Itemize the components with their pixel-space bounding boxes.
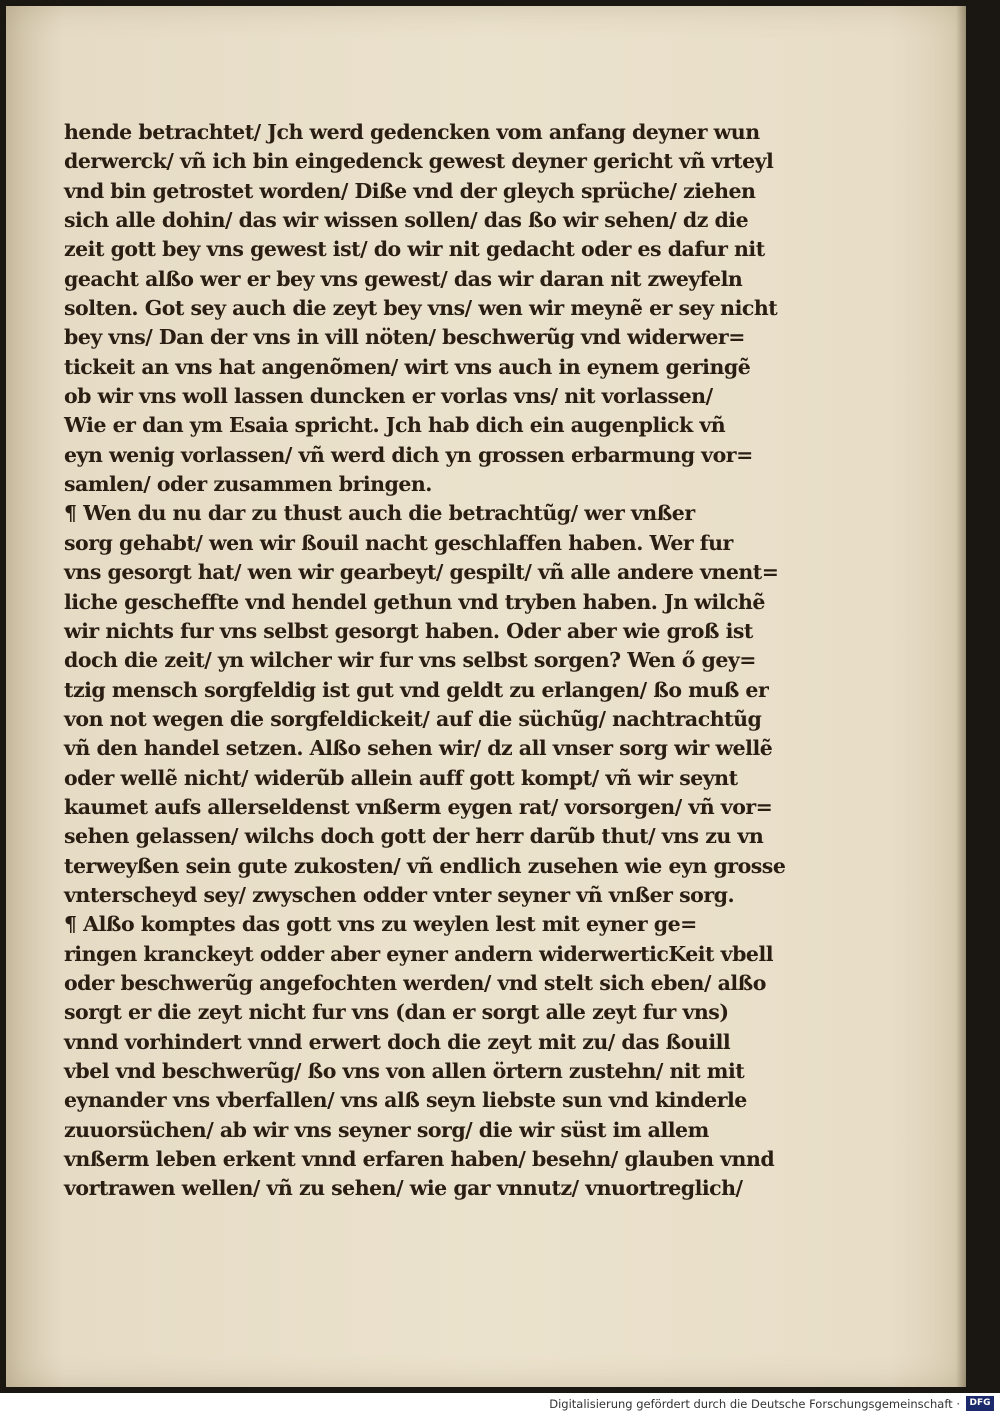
- text-line: eynander vns vberfallen/ vns alß seyn liebste sun vnd kinderle: [64, 1088, 747, 1113]
- text-line: bey vns/ Dan der vns in vill nöten/ beschwerũg vnd widerwer=: [64, 325, 745, 350]
- text-line: oder beschwerũg angefochten werden/ vnd stelt sich eben/ alßo: [64, 970, 766, 995]
- text-line: doch die zeit/ yn wilcher wir fur vns selbst sorgen? Wen ő gey=: [64, 648, 756, 673]
- text-line: vnd bin getrostet worden/ Diße vnd der gleych sprüche/ ziehen: [64, 178, 756, 203]
- text-line: sehen gelassen/ wilchs doch gott der herr darũb thut/ vns zu vn: [64, 824, 764, 849]
- text-line: vnterscheyd sey/ zwyschen odder vnter seyner vñ vnßer sorg.: [64, 882, 735, 907]
- text-line: vnnd vorhindert vnnd erwert doch die zeyt mit zu/ das ßouill: [64, 1029, 731, 1054]
- text-line: ¶ Wen du nu dar zu thust auch die betrachtũg/ wer vnßer: [64, 501, 695, 526]
- text-line: liche gescheffte vnd hendel gethun vnd tryben haben. Jn wilchẽ: [64, 589, 765, 614]
- text-line: vbel vnd beschwerũg/ ßo vns von allen örtern zustehn/ nit mit: [64, 1059, 745, 1083]
- text-line: zuuorsüchen/ ab wir vns seyner sorg/ die wir süst im allem: [64, 1117, 709, 1142]
- page-text-block: [64, 118, 786, 1204]
- text-line: vnßerm leben erkent vnnd erfaren haben/ besehn/ glauben vnnd: [64, 1147, 775, 1172]
- text-line: solten. Got sey auch die zeyt bey vns/ wen wir meynẽ er sey nicht: [64, 296, 778, 321]
- text-line: tickeit an vns hat angenõmen/ wirt vns auch in eynem geringẽ: [64, 354, 751, 379]
- dfg-logo: DFG: [966, 1396, 994, 1411]
- text-line: tzig mensch sorgfeldig ist gut vnd geldt zu erlangen/ ßo muß er: [64, 677, 769, 702]
- page-edge-shadow: [956, 6, 966, 1387]
- text-line: ob wir vns woll lassen duncken er vorlas vns/ nit vorlassen/: [64, 384, 713, 409]
- text-line: derwerck/ vñ ich bin eingedenck gewest deyner gericht vñ vrteyl: [64, 149, 774, 174]
- text-line: ringen kranckeyt odder aber eyner andern widerwerticKeit vbell: [64, 941, 774, 966]
- text-line: zeit gott bey vns gewest ist/ do wir nit gedacht oder es dafur nit: [64, 237, 765, 262]
- text-line: ¶ Alßo komptes das gott vns zu weylen lest mit eyner ge=: [64, 912, 697, 937]
- text-line: vortrawen wellen/ vñ zu sehen/ wie gar vnnutz/ vnuortreglich/: [64, 1176, 743, 1201]
- text-line: von not wegen die sorgfeldickeit/ auf die süchũg/ nachtrachtũg: [64, 706, 762, 731]
- text-line: terweyßen sein gute zukosten/ vñ endlich zusehen wie eyn grosse: [64, 853, 786, 878]
- text-line: sorgt er die zeyt nicht fur vns (dan er sorgt alle zeyt fur vns): [64, 1000, 729, 1025]
- book-page: [6, 6, 966, 1387]
- text-line: samlen/ oder zusammen bringen.: [64, 472, 432, 497]
- text-line: kaumet aufs allerseldenst vnßerm eygen rat/ vorsorgen/ vñ vor=: [64, 794, 773, 819]
- text-line: geacht alßo wer er bey vns gewest/ das wir daran nit zweyfeln: [64, 266, 743, 291]
- footer-credit: Digitalisierung gefördert durch die Deutsche Forschungsgemeinschaft ·: [549, 1397, 960, 1411]
- text-line: vñ den handel setzen. Alßo sehen wir/ dz all vnser sorg wir wellẽ: [64, 736, 773, 761]
- footer-bar: [0, 1393, 1000, 1416]
- text-line: oder wellẽ nicht/ widerũb allein auff gott kompt/ vñ wir seynt: [64, 765, 738, 790]
- text-line: sich alle dohin/ das wir wissen sollen/ das ßo wir sehen/ dz die: [64, 208, 749, 233]
- text-line: hende betrachtet/ Jch werd gedencken vom anfang deyner wun: [64, 120, 760, 144]
- text-line: eyn wenig vorlassen/ vñ werd dich yn grossen erbarmung vor=: [64, 442, 753, 467]
- text-line: sorg gehabt/ wen wir ßouil nacht geschlaffen haben. Wer fur: [64, 530, 733, 555]
- text-line: vns gesorgt hat/ wen wir gearbeyt/ gespilt/ vñ alle andere vnent=: [64, 560, 779, 585]
- text-line: Wie er dan ym Esaia spricht. Jch hab dich ein augenplick vñ: [64, 413, 726, 438]
- text-line: wir nichts fur vns selbst gesorgt haben. Oder aber wie groß ist: [64, 618, 753, 643]
